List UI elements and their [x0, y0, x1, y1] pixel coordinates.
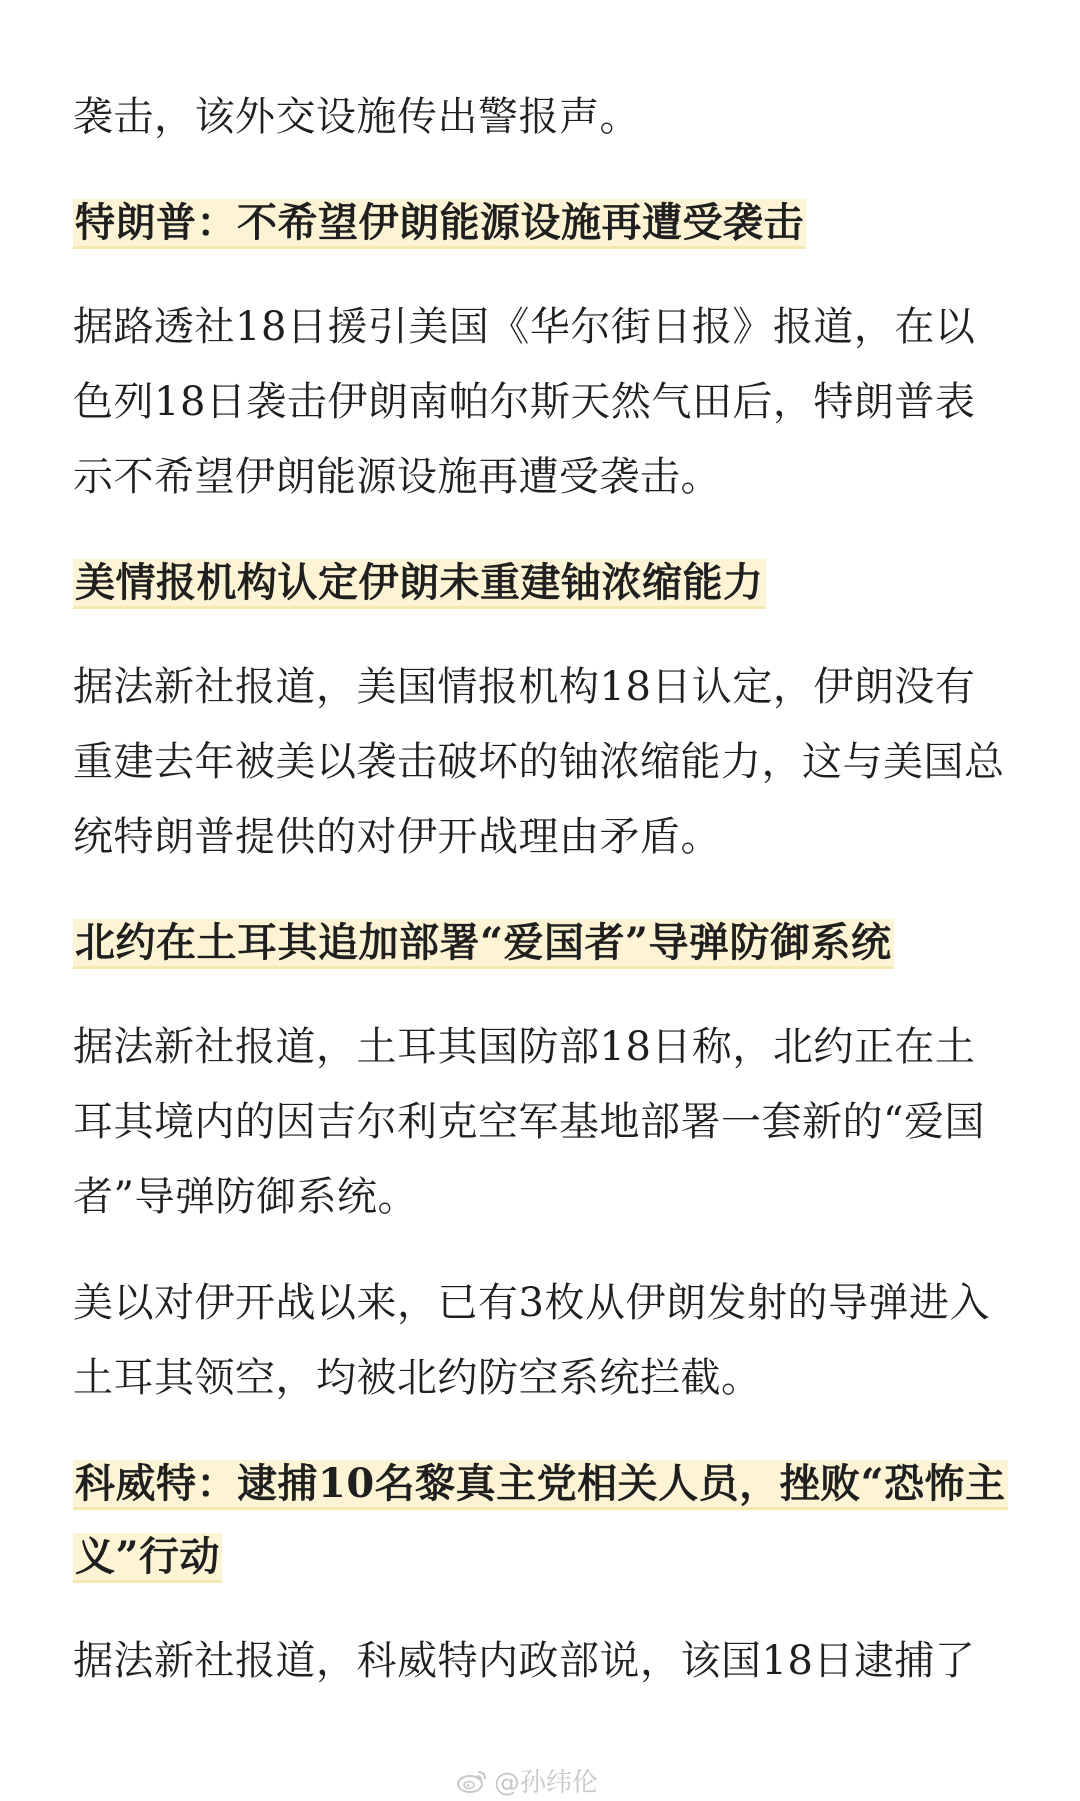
- section-heading-kuwait: [73, 1447, 1013, 1593]
- heading-text: 北约在土耳其追加部署“爱国者”导弹防御系统: [73, 919, 894, 969]
- paragraph-trump: 据路透社18日援引美国《华尔街日报》报道，在以色列18日袭击伊朗南帕尔斯天然气田后，特朗普表示不希望伊朗能源设施再遭受袭击。: [73, 304, 976, 500]
- watermark: [456, 1762, 598, 1799]
- section-heading-nato: [73, 906, 1013, 979]
- paragraph-missiles: 美以对伊开战以来，已有3枚从伊朗发射的导弹进入土耳其领空，均被北约防空系统拦截。: [73, 1280, 990, 1401]
- article-body: [73, 80, 1013, 1730]
- watermark-text: @孙纬伦: [494, 1768, 599, 1798]
- heading-text: 特朗普：不希望伊朗能源设施再遭受袭击: [73, 199, 806, 249]
- paragraph-intro: 袭击，该外交设施传出警报声。: [73, 94, 640, 140]
- paragraph-nato: 据法新社报道，土耳其国防部18日称，北约正在土耳其境内的因吉尔利克空军基地部署一套新的“爱国者”导弹防御系统。: [73, 1024, 985, 1220]
- heading-text: 美情报机构认定伊朗未重建铀浓缩能力: [73, 559, 766, 609]
- heading-text: 科威特：逮捕10名黎真主党相关人员，挫败“恐怖主义”行动: [73, 1460, 1008, 1583]
- paragraph-intel: 据法新社报道，美国情报机构18日认定，伊朗没有重建去年被美以袭击破坏的铀浓缩能力，这与美国总统特朗普提供的对伊开战理由矛盾。: [73, 664, 1005, 860]
- weibo-icon: [456, 1768, 488, 1794]
- section-heading-intel: [73, 546, 1013, 619]
- paragraph-kuwait: 据法新社报道，科威特内政部说，该国18日逮捕了: [73, 1638, 976, 1684]
- section-heading-trump: [73, 186, 1013, 259]
